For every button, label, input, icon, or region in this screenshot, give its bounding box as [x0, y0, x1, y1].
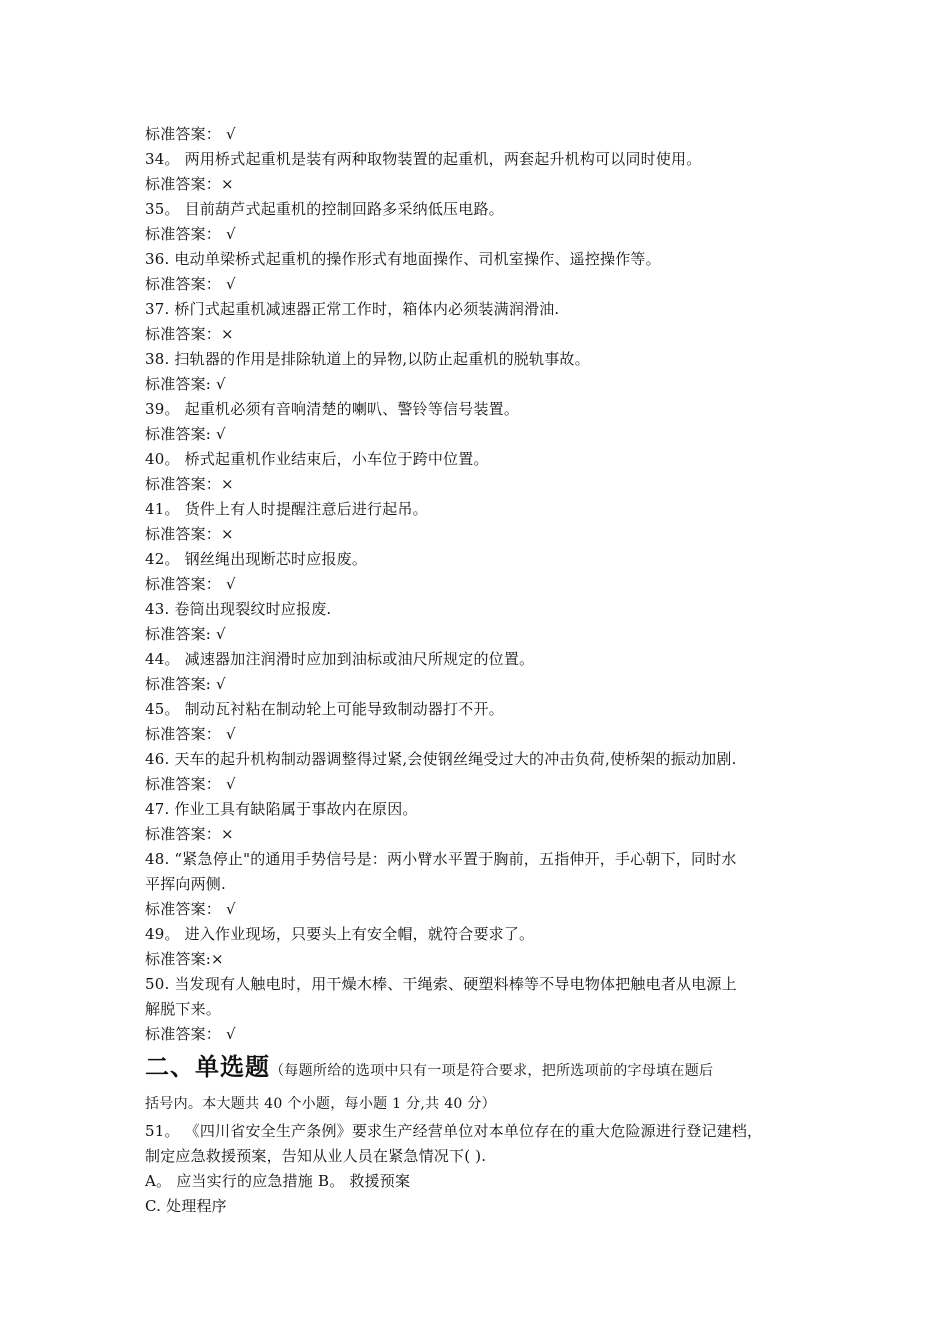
- answer-line: 标准答案： √: [145, 275, 236, 293]
- answer-line: 标准答案： √: [145, 225, 236, 243]
- answer-line: 标准答案: √: [145, 425, 226, 443]
- answer-line: 标准答案: √: [145, 375, 226, 393]
- question-50-line-2: 解脱下来。: [145, 1000, 222, 1018]
- question-line: 40。 桥式起重机作业结束后，小车位于跨中位置。: [145, 450, 489, 468]
- answer-line: 标准答案：×: [145, 475, 234, 493]
- question-48-answer: 标准答案： √: [145, 900, 236, 918]
- question-48-line-2: 平挥向两侧.: [145, 875, 226, 893]
- answer-line: 标准答案：×: [145, 825, 234, 843]
- question-line: 47. 作业工具有缺陷属于事故内在原因。: [145, 800, 418, 818]
- question-list: [145, 122, 810, 847]
- question-line: 34。 两用桥式起重机是装有两种取物装置的起重机，两套起升机构可以同时使用。: [145, 150, 702, 168]
- answer-line: 标准答案： √: [145, 775, 236, 793]
- question-51-options-ab: A。 应当实行的应急措施 B。 救援预案: [145, 1172, 411, 1190]
- section-title: 二、单选题: [145, 1053, 270, 1081]
- answer-line: 标准答案: √: [145, 675, 226, 693]
- question-line: 46. 天车的起升机构制动器调整得过紧,会使钢丝绳受过大的冲击负荷,使桥架的振动加剧.: [145, 750, 737, 768]
- question-line: 41。 货件上有人时提醒注意后进行起吊。: [145, 500, 428, 518]
- question-line: 43. 卷筒出现裂纹时应报废.: [145, 600, 332, 618]
- question-line: 42。 钢丝绳出现断芯时应报废。: [145, 550, 368, 568]
- question-line: 38. 扫轨器的作用是排除轨道上的异物,以防止起重机的脱轨事故。: [145, 350, 590, 368]
- question-line: 39。 起重机必须有音响清楚的喇叭、警铃等信号装置。: [145, 400, 520, 418]
- answer-line: 标准答案： √: [145, 725, 236, 743]
- answer-line: 标准答案： √: [145, 125, 236, 143]
- question-line: 37. 桥门式起重机减速器正常工作时，箱体内必须装满润滑油.: [145, 300, 560, 318]
- section-heading: [145, 1049, 810, 1089]
- question-51-line-2: 制定应急救援预案，告知从业人员在紧急情况下( ).: [145, 1147, 487, 1165]
- answer-line: 标准答案： √: [145, 575, 236, 593]
- answer-line: 标准答案: √: [145, 625, 226, 643]
- question-51-line-1: 51。 《四川省安全生产条例》要求生产经营单位对本单位存在的重大危险源进行登记建档，: [145, 1122, 763, 1140]
- answer-line: 标准答案：×: [145, 175, 234, 193]
- question-line: 44。 减速器加注润滑时应加到油标或油尺所规定的位置。: [145, 650, 535, 668]
- question-50-answer: 标准答案： √: [145, 1025, 236, 1043]
- question-49-text: 49。 进入作业现场，只要头上有安全帽，就符合要求了。: [145, 925, 535, 943]
- answer-line: 标准答案：×: [145, 525, 234, 543]
- answer-line: 标准答案：×: [145, 325, 234, 343]
- question-51-option-c: C. 处理程序: [145, 1197, 227, 1215]
- question-line: 36. 电动单梁桥式起重机的操作形式有地面操作、司机室操作、遥控操作等。: [145, 250, 661, 268]
- question-line: 45。 制动瓦衬粘在制动轮上可能导致制动器打不开。: [145, 700, 504, 718]
- question-50-line-1: 50. 当发现有人触电时，用干燥木棒、干绳索、硬塑料棒等不导电物体把触电者从电源上: [145, 975, 737, 993]
- question-48-line-1: 48. “紧急停止"的通用手势信号是：两小臂水平置于胸前，五指伸开，手心朝下，同时水: [145, 850, 737, 868]
- section-note-continued: 括号内。本大题共 40 个小题，每小题 1 分,共 40 分）: [145, 1096, 496, 1112]
- section-note: （每题所给的选项中只有一项是符合要求，把所选项前的字母填在题后: [270, 1063, 714, 1079]
- question-line: 35。 目前葫芦式起重机的控制回路多采纳低压电路。: [145, 200, 504, 218]
- document-page: [145, 122, 810, 1219]
- question-49-answer: 标准答案:×: [145, 950, 224, 968]
